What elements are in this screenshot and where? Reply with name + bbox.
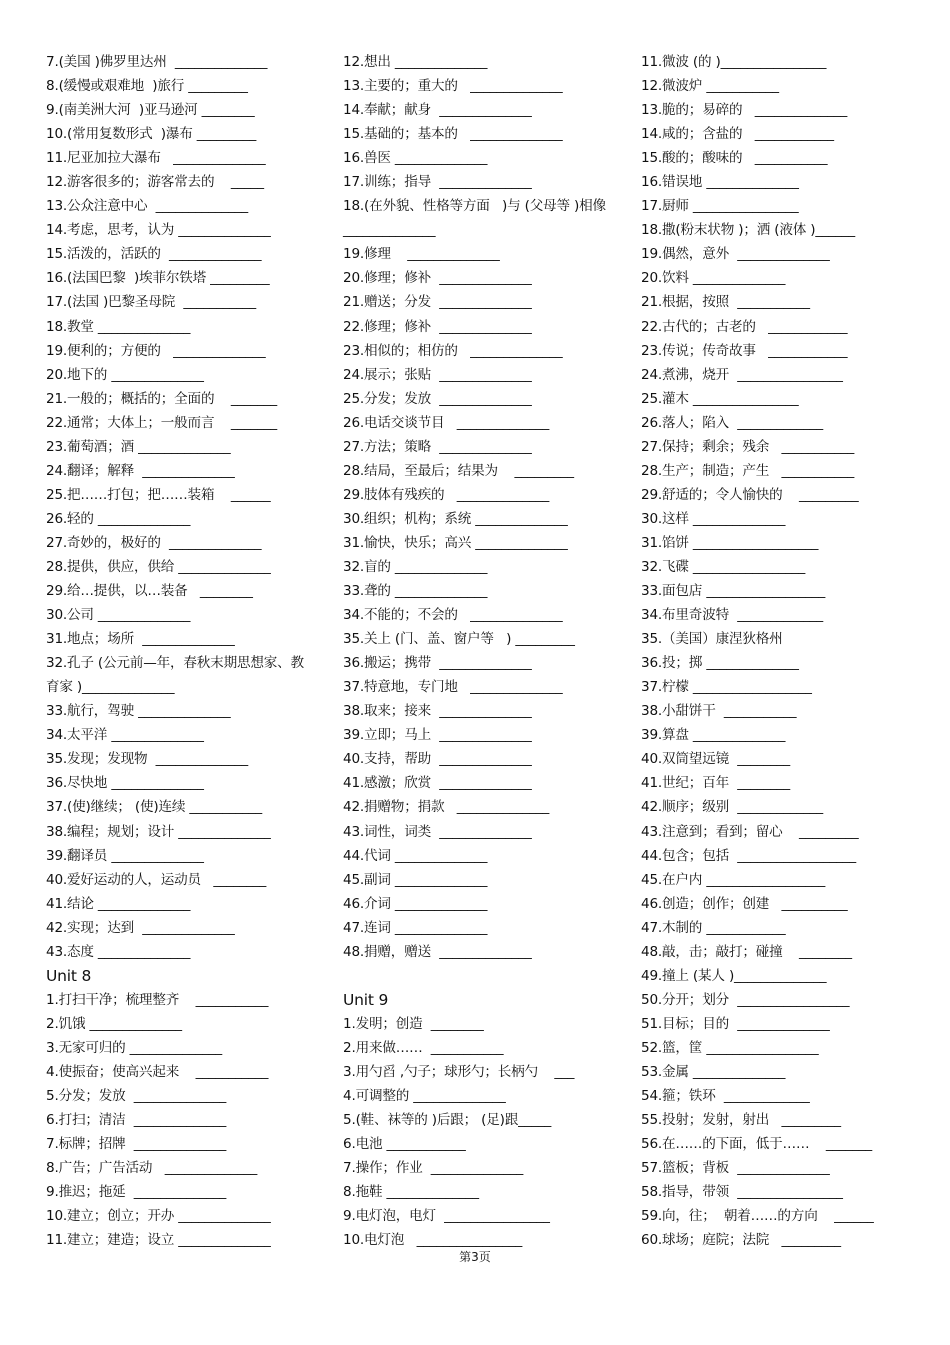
vocab-item: 36.投；掷 ______________: [641, 655, 799, 672]
vocab-item: 57.篮板；背板 ______________: [641, 1160, 830, 1177]
vocab-item: 46.创造；创作；创建 __________: [641, 895, 848, 912]
vocab-item: 38.取来；接来 ______________: [343, 703, 532, 720]
vocab-item: 46.介词 ______________: [343, 895, 488, 912]
vocab-item: 40.爱好运动的人，运动员 ________: [46, 871, 267, 888]
vocab-item: 31.愉快，快乐；高兴 ______________: [343, 534, 568, 551]
vocab-item: 52.篮，筐 _________________: [641, 1039, 819, 1056]
vocab-item: 3.无家可归的 ______________: [46, 1039, 223, 1056]
vocab-item: 28.生产；制造；产生 ___________: [641, 462, 855, 479]
column-2: [343, 50, 613, 1252]
vocab-item: 40.双筒望远镜 ________: [641, 751, 791, 768]
vocab-item: 20.饮料 ______________: [641, 270, 786, 287]
vocab-item: 28.提供，供应，供给 ______________: [46, 558, 271, 575]
section-gap: [343, 964, 613, 988]
vocab-item: 21.赠送；分发 ______________: [343, 294, 532, 311]
vocab-item: 21.根据，按照 ___________: [641, 294, 810, 311]
vocab-item: 14.考虑，思考，认为 ______________: [46, 222, 271, 239]
vocab-item: 47.木制的 ____________: [641, 919, 786, 936]
vocab-item: 34.布里奇波特 _____________: [641, 607, 823, 624]
vocab-item: 2.用来做…… ___________: [343, 1039, 504, 1056]
vocab-item: 8.拖鞋 ______________: [343, 1184, 479, 1201]
vocab-item: 3.用勺舀 ,勺子；球形勺；长柄勺 ___: [343, 1063, 575, 1080]
vocab-item: 25.分发；发放 ______________: [343, 390, 532, 407]
vocab-item: 42.顺序；级别 _____________: [641, 799, 823, 816]
vocab-item: 14.奉献；献身 ______________: [343, 102, 532, 119]
vocab-item: 60.球场；庭院；法院 _________: [641, 1232, 841, 1249]
vocab-item: 38.编程；规划；设计 ______________: [46, 823, 271, 840]
vocab-item: 12.微波炉 ___________: [641, 78, 779, 95]
vocab-item: 38.小甜饼干 ___________: [641, 703, 797, 720]
vocab-item: 56.在……的下面，低于…… _______: [641, 1136, 873, 1153]
vocab-item: 22.通常；大体上；一般而言 _______: [46, 414, 278, 431]
vocab-item: 32.飞碟 _________________: [641, 558, 806, 575]
vocab-item: 37.(使)继续； (使)连续 ___________: [46, 799, 262, 816]
vocab-item: 9.(南美洲大河 )亚马逊河 ________: [46, 102, 255, 119]
vocab-item: 2.饥饿 ______________: [46, 1015, 182, 1032]
vocab-item: 31.地点；场所 ______________: [46, 631, 235, 648]
vocab-item: 19.修理 ______________: [343, 246, 500, 263]
vocab-item: 35.（美国）康涅狄格州: [641, 631, 783, 648]
vocab-item: 7.操作；作业 ______________: [343, 1160, 524, 1177]
vocab-item: 44.代词 ______________: [343, 847, 488, 864]
col1-group-b: [46, 699, 314, 964]
col2-group-a: [343, 50, 613, 194]
vocab-item: 17.(法国 )巴黎圣母院 ___________: [46, 294, 256, 311]
vocab-item: 59.向，往； 朝着……的方向 ______: [641, 1208, 874, 1225]
vocab-item: 54.箍；铁环 _____________: [641, 1088, 810, 1105]
page-number: 第3页: [459, 1250, 491, 1264]
vocab-item: 13.公众注意中心 ______________: [46, 198, 248, 215]
vocab-item: 9.推迟；拖延 ______________: [46, 1184, 227, 1201]
vocab-item: 16.兽医 ______________: [343, 150, 488, 167]
vocab-item: 43.注意到；看到；留心 _________: [641, 823, 859, 840]
vocab-item: 20.修理；修补 ______________: [343, 270, 532, 287]
vocab-item: 17.厨师 ________________: [641, 198, 799, 215]
vocab-item: 16.(法国巴黎 )埃菲尔铁塔 _________: [46, 270, 270, 287]
vocab-item: 41.感激；欣赏 ______________: [343, 775, 532, 792]
vocab-item: 8.(缓慢或艰难地 )旅行 _________: [46, 78, 248, 95]
vocab-item: 15.活泼的，活跃的 ______________: [46, 246, 262, 263]
vocab-item: 33.航行，驾驶 ______________: [46, 703, 231, 720]
vocab-item: 22.修理；修补 ______________: [343, 318, 532, 335]
vocab-item: 49.撞上 (某人 )______________: [641, 967, 827, 984]
vocab-item: 37.柠檬 __________________: [641, 679, 812, 696]
vocab-item: 35.关上 (门、盖、窗户等 ) _________: [343, 631, 575, 648]
vocab-item: 40.支持，帮助 ______________: [343, 751, 532, 768]
vocab-item: 29.给…提供，以…装备 ________: [46, 583, 253, 600]
vocab-item: 48.捐赠，赠送 ______________: [343, 943, 532, 960]
vocab-item: 24.展示；张贴 ______________: [343, 366, 532, 383]
vocab-item-take-after: 18.(在外貌、性格等方面 )与 (父母等 )相像 ______________: [343, 198, 611, 239]
vocab-item: 34.太平洋 ______________: [46, 727, 204, 744]
vocab-item: 16.错误地 ______________: [641, 174, 799, 191]
vocab-item: 7.(美国 )佛罗里达州 ______________: [46, 54, 268, 70]
vocab-item: 26.落人；陷入 _____________: [641, 414, 823, 431]
vocab-item: 17.训练；指导 ______________: [343, 174, 532, 191]
vocab-item: 50.分开；划分 _________________: [641, 991, 850, 1008]
vocab-item: 33.面包店 __________________: [641, 583, 826, 600]
vocab-item: 23.传说；传奇故事 ____________: [641, 342, 848, 359]
vocab-item: 53.金属 ______________: [641, 1063, 786, 1080]
vocab-item: 4.使振奋；使高兴起来 ___________: [46, 1063, 269, 1080]
vocab-item: 55.投射；发射，射出 _________: [641, 1112, 841, 1129]
vocab-item: 43.态度 ______________: [46, 943, 191, 960]
col1-group-a: [46, 50, 314, 651]
vocab-item: 35.发现；发现物 ______________: [46, 751, 248, 768]
vocab-item: 41.结论 ______________: [46, 895, 191, 912]
vocab-item: 36.尽快地 ______________: [46, 775, 204, 792]
vocab-item: 1.发明；创造 ________: [343, 1015, 484, 1032]
vocab-item: 26.轻的 ______________: [46, 510, 191, 527]
vocab-item: 10.电灯泡 ________________: [343, 1232, 523, 1249]
vocab-item: 14.咸的；含盐的 ____________: [641, 126, 834, 143]
vocab-item: 39.立即；马上 ______________: [343, 727, 532, 744]
vocab-item: 36.搬运；携带 ______________: [343, 655, 532, 672]
vocab-item: 21.一般的；概括的；全面的 _______: [46, 390, 278, 407]
vocab-item: 22.古代的；古老的 ____________: [641, 318, 848, 335]
vocab-item: 42.捐赠物；捐款 ______________: [343, 799, 550, 816]
vocab-item: 11.微波 (的 )________________: [641, 54, 827, 70]
vocab-item: 24.煮沸，烧开 ________________: [641, 366, 843, 383]
vocab-item: 13.脆的；易碎的 ______________: [641, 102, 848, 119]
vocab-item: 13.主要的；重大的 ______________: [343, 78, 563, 95]
vocab-item: 39.翻译员 ______________: [46, 847, 204, 864]
column-1: [46, 50, 314, 1252]
vocab-item: 27.方法；策略 ______________: [343, 438, 532, 455]
vocab-item: 47.连词 ______________: [343, 919, 488, 936]
vocab-item: 11.尼亚加拉大瀑布 ______________: [46, 150, 266, 167]
vocab-item: 32.盲的 ______________: [343, 558, 488, 575]
vocab-item: 45.在户内 __________________: [641, 871, 826, 888]
vocab-item: 29.舒适的；令人愉快的 _________: [641, 486, 859, 503]
unit-9-heading: Unit 9: [343, 990, 389, 1009]
vocab-item: 24.翻译；解释 ______________: [46, 462, 235, 479]
vocab-item: 6.打扫；清洁 ______________: [46, 1112, 227, 1129]
vocab-item: 15.酸的；酸味的 ___________: [641, 150, 828, 167]
col2-group-b: [343, 242, 613, 963]
vocab-item: 26.电话交谈节目 ______________: [343, 414, 550, 431]
vocab-item: 23.相似的；相仿的 ______________: [343, 342, 563, 359]
col3-group-b: [641, 651, 911, 1252]
vocab-item: 31.馅饼 ___________________: [641, 534, 819, 551]
vocab-item: 34.不能的；不会的 ______________: [343, 607, 563, 624]
vocab-item: 29.肢体有残疾的 ______________: [343, 486, 550, 503]
vocab-item: 20.地下的 ______________: [46, 366, 204, 383]
vocab-item: 30.公司 ______________: [46, 607, 191, 624]
vocab-item: 33.聋的 ______________: [343, 583, 488, 600]
vocab-item: 7.标牌；招牌 ______________: [46, 1136, 227, 1153]
vocab-item: 28.结局，至最后；结果为 _________: [343, 462, 574, 479]
vocab-item: 43.词性，词类 ______________: [343, 823, 532, 840]
vocab-item: 18.撒(粉末状物 )；洒 (液体 )______: [641, 222, 855, 239]
vocab-item: 11.建立；建造；设立 ______________: [46, 1232, 271, 1249]
vocab-item: 12.游客很多的；游客常去的 _____: [46, 174, 264, 191]
col3-group-a: [641, 50, 911, 651]
vocab-item: 48.敲，击；敲打；碰撞 ________: [641, 943, 852, 960]
vocab-item: 19.偶然，意外 ______________: [641, 246, 830, 263]
vocab-item: 8.广告；广告活动 ______________: [46, 1160, 258, 1177]
vocab-item: 42.实现；达到 ______________: [46, 919, 235, 936]
vocab-item: 6.电池 ____________: [343, 1136, 466, 1153]
vocab-item: 25.把……打包；把……装箱 ______: [46, 486, 271, 503]
vocab-item: 10.建立；创立；开办 ______________: [46, 1208, 271, 1225]
vocab-item: 30.组织；机构；系统 ______________: [343, 510, 568, 527]
unit-8-heading: Unit 8: [46, 966, 92, 985]
col1-group-c: [46, 988, 314, 1253]
vocab-item: 30.这样 ______________: [641, 510, 786, 527]
vocab-item: 10.(常用复数形式 )瀑布 _________: [46, 126, 257, 143]
vocab-item: 25.灌木 ________________: [641, 390, 799, 407]
vocab-item: 5.(鞋、袜等的 )后跟； (足)跟_____: [343, 1112, 552, 1129]
vocab-item: 27.奇妙的，极好的 ______________: [46, 534, 262, 551]
vocab-item-confucius: 32.孔子 (公元前—年，春秋末期思想家、教育家 )______________: [46, 655, 304, 696]
vocab-item: 51.目标；目的 ______________: [641, 1015, 830, 1032]
vocab-item: 45.副词 ______________: [343, 871, 488, 888]
vocab-item: 18.教堂 ______________: [46, 318, 191, 335]
vocab-item: 44.包含；包括 __________________: [641, 847, 856, 864]
vocab-item: 15.基础的；基本的 ______________: [343, 126, 563, 143]
vocab-item: 5.分发；发放 ______________: [46, 1088, 227, 1105]
vocab-item: 58.指导，带领 ________________: [641, 1184, 843, 1201]
vocab-item: 9.电灯泡，电灯 ________________: [343, 1208, 550, 1225]
vocab-item: 23.葡萄酒；酒 ______________: [46, 438, 231, 455]
vocab-item: 12.想出 ______________: [343, 54, 488, 70]
vocab-item: 27.保持；剩余；残余 ___________: [641, 438, 855, 455]
vocab-item: 39.算盘 ______________: [641, 727, 786, 744]
vocab-item: 19.便利的；方便的 ______________: [46, 342, 266, 359]
vocab-item: 37.特意地，专门地 ______________: [343, 679, 563, 696]
vocab-item: 1.打扫干净；梳理整齐 ___________: [46, 991, 269, 1008]
col2-group-c: [343, 1012, 613, 1252]
column-3: [641, 50, 911, 1252]
vocab-item: 4.可调整的 ______________: [343, 1088, 506, 1105]
vocab-item: 41.世纪；百年 ________: [641, 775, 791, 792]
